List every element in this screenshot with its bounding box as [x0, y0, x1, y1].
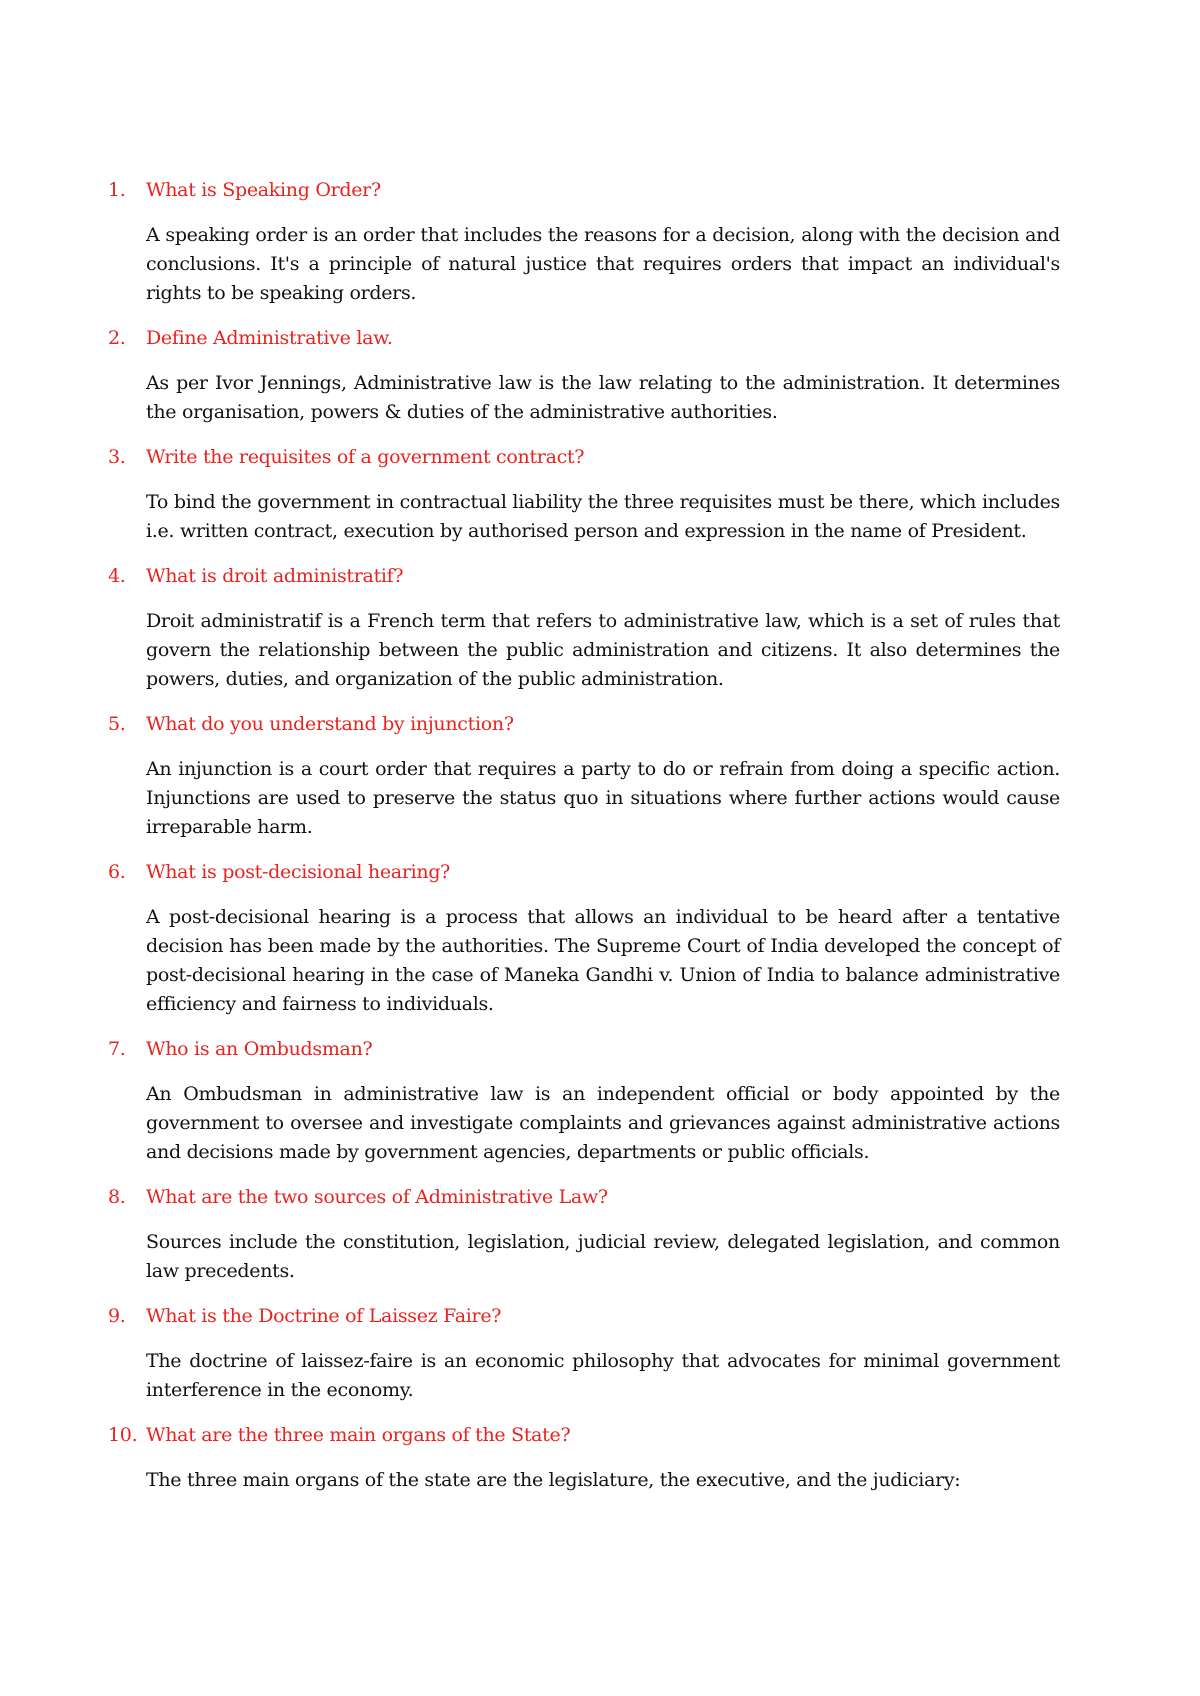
- question-text: What are the three main organs of the State?: [146, 1424, 571, 1446]
- question: [108, 710, 1060, 738]
- qa-item: [108, 443, 1060, 546]
- question: [108, 324, 1060, 352]
- answer-text: A speaking order is an order that includes the reasons for a decision, along with the decision and conclusions. It's a principle of natural justice that requires orders that impact an individual's rights to be speaking orders.: [146, 224, 1060, 304]
- qa-item: [108, 324, 1060, 427]
- question-number: 10.: [108, 1424, 138, 1446]
- answer-text: Sources include the constitution, legislation, judicial review, delegated legislation, and common law precedents.: [146, 1231, 1060, 1282]
- question-number: 4.: [108, 565, 126, 587]
- question-number: 8.: [108, 1186, 126, 1208]
- question-text: What do you understand by injunction?: [146, 713, 514, 735]
- answer-text: Droit administratif is a French term that refers to administrative law, which is a set of rules that govern the relationship between the public administration and citizens. It also determines the powers, duties, and organization of the public administration.: [146, 610, 1060, 690]
- question-number: 6.: [108, 861, 126, 883]
- question-text: What is post-decisional hearing?: [146, 861, 451, 883]
- answer-text: An Ombudsman in administrative law is an independent official or body appointed by the government to oversee and investigate complaints and grievances against administrative actions and decisions made by government agencies, departments or public officials.: [146, 1083, 1060, 1163]
- question: [108, 443, 1060, 471]
- question-number: 9.: [108, 1305, 126, 1327]
- answer-text: A post-decisional hearing is a process that allows an individual to be heard after a tentative decision has been made by the authorities. The Supreme Court of India developed the concept of post-decisional hearing in the case of Maneka Gandhi v. Union of India to balance administrative efficiency and fairness to individuals.: [146, 906, 1060, 1015]
- qa-item: [108, 1421, 1060, 1495]
- question-text: Who is an Ombudsman?: [146, 1038, 373, 1060]
- qa-list: [108, 176, 1060, 1511]
- answer-text: The doctrine of laissez-faire is an economic philosophy that advocates for minimal government interference in the economy.: [146, 1350, 1060, 1401]
- qa-item: [108, 176, 1060, 308]
- answer-text: The three main organs of the state are the legislature, the executive, and the judiciary:: [146, 1469, 961, 1491]
- qa-item: [108, 562, 1060, 694]
- question-text: What is droit administratif?: [146, 565, 404, 587]
- question: [108, 562, 1060, 590]
- question-text: Define Administrative law.: [146, 327, 393, 349]
- answer-text: As per Ivor Jennings, Administrative law is the law relating to the administration. It determines the organisation, powers & duties of the administrative authorities.: [146, 372, 1060, 423]
- question: [108, 1183, 1060, 1211]
- question: [108, 1035, 1060, 1063]
- question-number: 3.: [108, 446, 126, 468]
- question-text: What is Speaking Order?: [146, 179, 381, 201]
- question-text: What are the two sources of Administrative Law?: [146, 1186, 608, 1208]
- question-number: 1.: [108, 179, 126, 201]
- question: [108, 176, 1060, 204]
- qa-item: [108, 1035, 1060, 1167]
- qa-item: [108, 710, 1060, 842]
- answer-text: An injunction is a court order that requires a party to do or refrain from doing a specific action. Injunctions are used to preserve the status quo in situations where further actions would cause irreparable harm.: [146, 758, 1060, 838]
- question: [108, 858, 1060, 886]
- question: [108, 1421, 1060, 1449]
- qa-item: [108, 1302, 1060, 1405]
- answer-text: To bind the government in contractual liability the three requisites must be there, which includes i.e. written contract, execution by authorised person and expression in the name of President.: [146, 491, 1060, 542]
- question-number: 2.: [108, 327, 126, 349]
- question-number: 5.: [108, 713, 126, 735]
- question: [108, 1302, 1060, 1330]
- question-text: What is the Doctrine of Laissez Faire?: [146, 1305, 502, 1327]
- question-text: Write the requisites of a government contract?: [146, 446, 585, 468]
- qa-item: [108, 858, 1060, 1019]
- question-number: 7.: [108, 1038, 126, 1060]
- qa-item: [108, 1183, 1060, 1286]
